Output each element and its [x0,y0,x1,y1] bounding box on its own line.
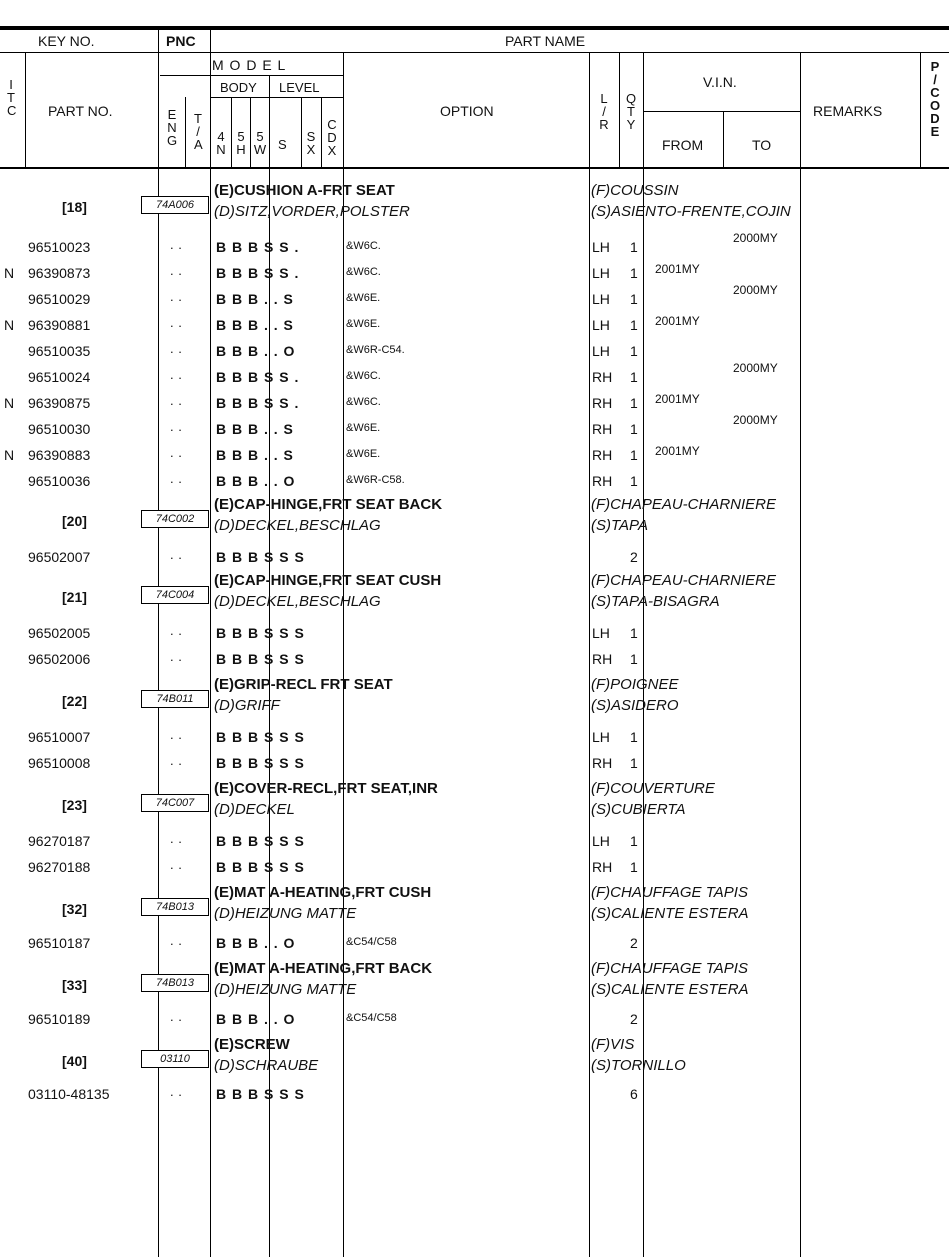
option-code: &W6C. [346,266,381,278]
eng-header: ENG [167,107,178,148]
eng-ta-codes: . . [170,831,183,846]
part-name-spanish: (S)ASIDERO [591,697,679,714]
model-applicability: B B B S S . [216,265,299,281]
model-applicability: B B B S S S [216,549,304,565]
part-number[interactable]: 96390881 [28,317,91,333]
vin-header: V.I.N. [703,74,737,90]
quantity: 1 [630,833,638,849]
part-number[interactable]: 96510187 [28,935,91,951]
pnc-code: 74C007 [141,794,209,812]
pnc-code: 74A006 [141,196,209,214]
eng-ta-codes: . . [170,263,183,278]
part-name-german: (D)DECKEL [214,801,295,818]
part-name-german: (D)HEIZUNG MATTE [214,905,357,922]
itc-flag: N [4,265,15,281]
option-code: &W6C. [346,396,381,408]
level-s-header: S [278,137,287,152]
eng-ta-codes: . . [170,315,183,330]
quantity: 1 [630,265,638,281]
key-number: [20] [62,513,87,529]
lr-header: L/R [599,91,609,132]
part-name-german: (D)HEIZUNG MATTE [214,981,357,998]
eng-ta-codes: . . [170,1009,183,1024]
model-applicability: B B B . . O [216,343,295,359]
pnc-code: 74B011 [141,690,209,708]
level-sx-header: S X [306,129,316,157]
pcode-divider [920,52,921,168]
key-number: [32] [62,901,87,917]
lr-side: LH [592,833,610,849]
part-name-french: (F)CHAUFFAGE TAPIS [591,960,748,977]
option-code: &C54/C58 [346,936,397,948]
pcode-header: P/CODE [930,59,941,139]
model-applicability: B B B . . O [216,473,295,489]
part-name-german: (D)SCHRAUBE [214,1057,319,1074]
quantity: 1 [630,369,638,385]
quantity: 1 [630,859,638,875]
lr-side: LH [592,317,610,333]
model-applicability: B B B S S S [216,729,304,745]
remarks-header: REMARKS [813,103,883,119]
body-4n-header: 4 N [216,129,226,157]
part-number[interactable]: 96510007 [28,729,91,745]
quantity: 1 [630,473,638,489]
lr-side: RH [592,859,613,875]
lr-left-divider [589,52,590,1257]
quantity: 1 [630,291,638,307]
model-left-divider [210,28,211,1257]
option-code: &W6R-C54. [346,344,405,356]
pnc-code: 74C002 [141,510,209,528]
eng-ta-codes: . . [170,419,183,434]
part-name-french: (F)VIS [591,1036,635,1053]
part-name-german: (D)SITZ,VORDER,POLSTER [214,203,410,220]
eng-ta-codes: . . [170,933,183,948]
quantity: 2 [630,549,638,565]
top-margin-bar [0,0,949,28]
key-no-header: KEY NO. [38,33,95,49]
quantity: 1 [630,755,638,771]
lr-qty-divider [619,52,620,168]
vin-from: 2001MY [655,444,700,458]
part-name-english: (E)CUSHION A-FRT SEAT [214,182,395,199]
itc-divider [25,52,26,168]
part-no-header: PART NO. [48,103,113,119]
part-name-english: (E)GRIP-RECL FRT SEAT [214,676,393,693]
part-name-english: (E)COVER-RECL,FRT SEAT,INR [214,780,438,797]
key-number: [40] [62,1053,87,1069]
eng-ta-divider-spacer [185,168,186,1257]
vin-to: 2000MY [733,231,778,245]
vin-to: 2000MY [733,413,778,427]
pnc-code: 74B013 [141,974,209,992]
quantity: 1 [630,447,638,463]
option-left-divider [343,52,344,1257]
quantity: 1 [630,625,638,641]
part-name-spanish: (S)CALIENTE ESTERA [591,905,749,922]
lr-side: RH [592,651,613,667]
part-name-english: (E)CAP-HINGE,FRT SEAT BACK [214,496,443,513]
lr-side: RH [592,473,613,489]
quantity: 1 [630,651,638,667]
model-header: M O D E L [212,57,287,73]
model-applicability: B B B S S S [216,651,304,667]
lr-side: RH [592,755,613,771]
part-name-english: (E)CAP-HINGE,FRT SEAT CUSH [214,572,442,589]
lr-side: RH [592,421,613,437]
from-to-divider [723,111,724,167]
part-number[interactable]: 96510008 [28,755,91,771]
pnc-code: 74B013 [141,898,209,916]
option-code: &W6E. [346,292,381,304]
option-code: &C54/C58 [346,1012,397,1024]
eng-ta-codes: . . [170,753,183,768]
part-number[interactable]: 03110-48135 [28,1086,110,1102]
lr-side: LH [592,343,610,359]
eng-ta-codes: . . [170,289,183,304]
eng-ta-codes: . . [170,623,183,638]
option-header: OPTION [440,103,494,119]
part-number[interactable]: 96510023 [28,239,91,255]
part-number[interactable]: 96390873 [28,265,91,281]
part-number[interactable]: 96510036 [28,473,91,489]
header-bottom-rule [0,167,949,169]
quantity: 1 [630,729,638,745]
header-top-rule [0,28,949,30]
part-number[interactable]: 96510030 [28,421,91,437]
part-number[interactable]: 96502005 [28,625,91,641]
part-name-french: (F)COUSSIN [591,182,679,199]
quantity: 2 [630,935,638,951]
quantity: 1 [630,317,638,333]
part-name-french: (F)POIGNEE [591,676,679,693]
part-name-spanish: (S)TAPA [591,517,648,534]
part-name-header: PART NAME [505,33,586,49]
model-applicability: B B B . . S [216,291,293,307]
part-number[interactable]: 96510024 [28,369,91,385]
eng-ta-codes: . . [170,367,183,382]
part-number[interactable]: 96270188 [28,859,91,875]
ta-header: T/A [194,111,203,152]
itc-flag: N [4,317,15,333]
option-code: &W6E. [346,448,381,460]
part-name-spanish: (S)TORNILLO [591,1057,686,1074]
pnc-header: PNC [166,33,196,49]
eng-ta-codes: . . [170,445,183,460]
part-name-french: (F)COUVERTURE [591,780,715,797]
part-number[interactable]: 96502007 [28,549,91,565]
model-applicability: B B B S S S [216,625,304,641]
model-applicability: B B B S S . [216,369,299,385]
body-5w-header: 5 W [253,129,267,157]
level-cdx-header: CDX [327,117,337,158]
part-name-german: (D)DECKEL,BESCHLAG [214,517,381,534]
vin-from: 2001MY [655,314,700,328]
vin-from: 2001MY [655,262,700,276]
part-number[interactable]: 96270187 [28,833,91,849]
part-name-spanish: (S)CUBIERTA [591,801,686,818]
eng-ta-codes: . . [170,857,183,872]
vin-subheader-rule [643,111,800,112]
vin-from-header: FROM [662,137,704,153]
model-applicability: B B B . . S [216,317,293,333]
model-applicability: B B B S S S [216,1086,304,1102]
itc-flag: N [4,395,15,411]
option-code: &W6C. [346,240,381,252]
quantity: 1 [630,343,638,359]
eng-ta-codes: . . [170,471,183,486]
remarks-left-divider [800,52,801,1257]
key-number: [22] [62,693,87,709]
eng-ta-codes: . . [170,393,183,408]
eng-ta-codes: . . [170,649,183,664]
quantity: 1 [630,239,638,255]
part-name-english: (E)MAT A-HEATING,FRT BACK [214,960,433,977]
level-header: LEVEL [279,80,320,95]
lr-side: RH [592,447,613,463]
key-number: [18] [62,199,87,215]
itc-flag: N [4,447,15,463]
eng-ta-codes: . . [170,341,183,356]
part-name-spanish: (S)ASIENTO-FRENTE,COJIN [591,203,791,220]
lr-side: LH [592,239,610,255]
part-number[interactable]: 96390875 [28,395,91,411]
option-code: &W6E. [346,422,381,434]
key-number: [21] [62,589,87,605]
part-name-english: (E)SCREW [214,1036,290,1053]
model-applicability: B B B . . O [216,1011,295,1027]
quantity: 6 [630,1086,638,1102]
eng-ta-codes: . . [170,547,183,562]
quantity: 2 [630,1011,638,1027]
vin-left-divider [643,52,644,1257]
part-name-spanish: (S)CALIENTE ESTERA [591,981,749,998]
itc-header: ITC [7,77,17,118]
pcode-column-spacer [940,168,941,1257]
qty-header: QTY [626,91,637,132]
key-number: [33] [62,977,87,993]
model-applicability: B B B S S S [216,859,304,875]
header-rule-1 [0,52,949,53]
part-name-german: (D)DECKEL,BESCHLAG [214,593,381,610]
vin-to: 2000MY [733,283,778,297]
quantity: 1 [630,421,638,437]
eng-ta-codes: . . [170,1084,183,1099]
pnc-code: 74C004 [141,586,209,604]
eng-ta-codes: . . [170,237,183,252]
model-applicability: B B B S S . [216,395,299,411]
part-number[interactable]: 96390883 [28,447,91,463]
eng-ta-codes: . . [170,727,183,742]
lr-side: RH [592,369,613,385]
option-code: &W6E. [346,318,381,330]
part-name-german: (D)GRIFF [214,697,280,714]
eng-ta-divider-1 [185,97,186,167]
model-applicability: B B B . . S [216,421,293,437]
quantity: 1 [630,395,638,411]
part-name-spanish: (S)TAPA-BISAGRA [591,593,720,610]
lr-side: RH [592,395,613,411]
part-name-french: (F)CHAPEAU-CHARNIERE [591,496,777,513]
vin-to: 2000MY [733,361,778,375]
model-applicability: B B B . . O [216,935,295,951]
lr-side: LH [592,291,610,307]
model-applicability: B B B S S S [216,755,304,771]
pnc-code: 03110 [141,1050,209,1068]
part-name-french: (F)CHAUFFAGE TAPIS [591,884,748,901]
model-applicability: B B B S S . [216,239,299,255]
key-number: [23] [62,797,87,813]
vin-to-header: TO [752,137,772,153]
part-number[interactable]: 96510035 [28,343,91,359]
body-header: BODY [220,80,257,95]
body-level-rule [210,97,343,98]
part-number[interactable]: 96502006 [28,651,91,667]
part-number[interactable]: 96510189 [28,1011,91,1027]
body-5h-header: 5 H [236,129,246,157]
vin-from: 2001MY [655,392,700,406]
part-name-french: (F)CHAPEAU-CHARNIERE [591,572,777,589]
lr-side: LH [592,265,610,281]
lr-side: LH [592,625,610,641]
option-code: &W6C. [346,370,381,382]
model-subheader-rule [160,75,343,76]
option-code: &W6R-C58. [346,474,405,486]
model-applicability: B B B . . S [216,447,293,463]
part-name-english: (E)MAT A-HEATING,FRT CUSH [214,884,432,901]
model-applicability: B B B S S S [216,833,304,849]
lr-side: LH [592,729,610,745]
part-number[interactable]: 96510029 [28,291,91,307]
